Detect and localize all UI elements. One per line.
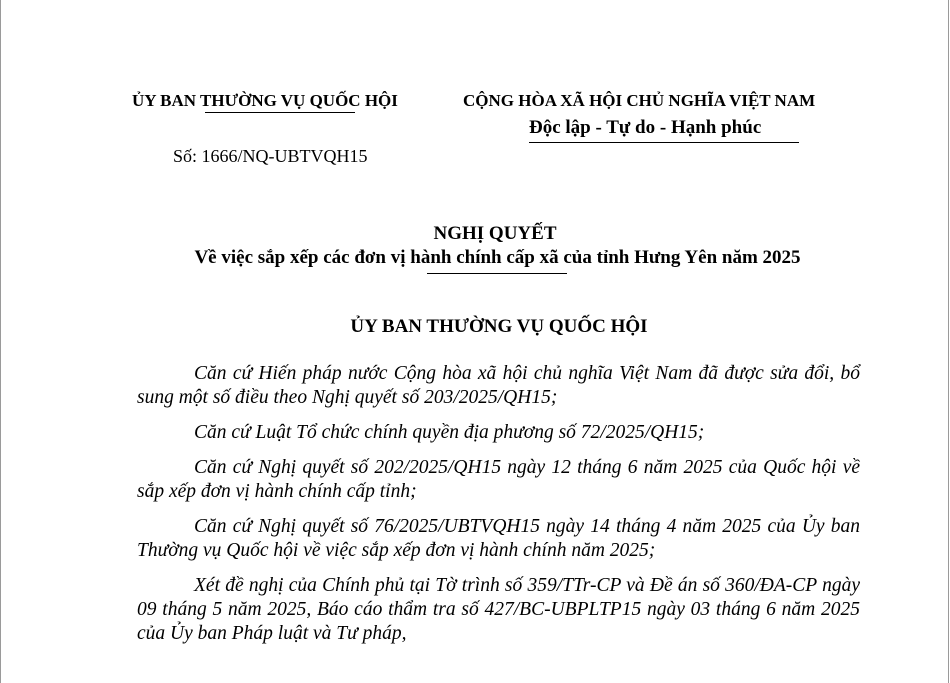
document-subject: Về việc sắp xếp các đơn vị hành chính cấp xã của tỉnh Hưng Yên năm 2025: [194, 247, 801, 268]
issuing-agency: ỦY BAN THƯỜNG VỤ QUỐC HỘI: [132, 91, 398, 110]
motto-underline: [529, 142, 799, 143]
preamble-paragraph: Căn cứ Nghị quyết số 202/2025/QH15 ngày 12 tháng 6 năm 2025 của Quốc hội về sắp xếp đơn vị hành chính cấp tỉnh;: [137, 457, 860, 502]
issuing-agency-underline: [205, 112, 355, 113]
national-title: CỘNG HÒA XÃ HỘI CHỦ NGHĨA VIỆT NAM: [463, 91, 816, 110]
preamble-paragraph: Căn cứ Hiến pháp nước Cộng hòa xã hội chủ nghĩa Việt Nam đã được sửa đổi, bổ sung một số điều theo Nghị quyết số 203/2025/QH15;: [137, 363, 860, 408]
preamble: [137, 362, 860, 657]
national-motto: Độc lập - Tự do - Hạnh phúc: [529, 117, 762, 138]
preamble-paragraph: Căn cứ Nghị quyết số 76/2025/UBTVQH15 ngày 14 tháng 4 năm 2025 của Ủy ban Thường vụ Quốc hội về việc sắp xếp đơn vị hành chính năm 2025;: [137, 516, 860, 561]
issuer-heading: ỦY BAN THƯỜNG VỤ QUỐC HỘI: [350, 316, 648, 337]
document-type: NGHỊ QUYẾT: [433, 223, 557, 244]
subject-underline: [427, 273, 567, 274]
preamble-paragraph: Xét đề nghị của Chính phủ tại Tờ trình số 359/TTr-CP và Đề án số 360/ĐA-CP ngày 09 tháng 5 năm 2025, Báo cáo thẩm tra số 427/BC-UBPLTP15 ngày 03 tháng 6 năm 2025 của Ủy ban Pháp luật và Tư pháp,: [137, 575, 860, 644]
preamble-paragraph: Căn cứ Luật Tổ chức chính quyền địa phương số 72/2025/QH15;: [194, 422, 705, 443]
document-number: Số: 1666/NQ-UBTVQH15: [173, 146, 368, 166]
